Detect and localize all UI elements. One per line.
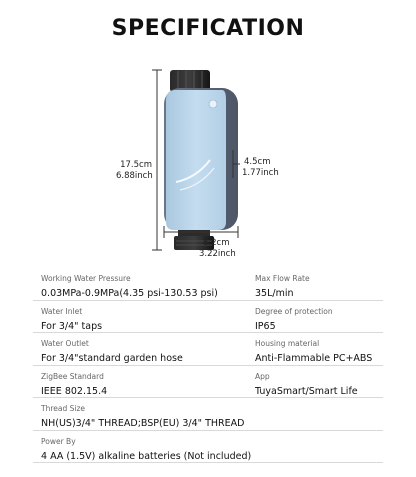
spec-cell	[255, 339, 372, 365]
spec-label: Water Inlet	[41, 306, 83, 316]
spec-cell	[41, 307, 102, 333]
spec-cell	[41, 404, 244, 430]
depth-cm: 4.5cm	[244, 157, 271, 167]
spec-cell	[255, 372, 358, 398]
spec-row	[33, 301, 383, 334]
spec-value: For 3/4"standard garden hose	[41, 353, 183, 364]
spec-row	[33, 366, 383, 399]
spec-cell	[41, 339, 183, 365]
status-led-icon	[209, 100, 217, 108]
spec-label: Degree of protection	[255, 306, 333, 316]
spec-value: TuyaSmart/Smart Life	[255, 385, 358, 397]
spec-label: Housing material	[255, 339, 320, 348]
spec-label: ZigBee Standard	[41, 371, 104, 381]
width-dimension	[199, 238, 236, 260]
height-inch: 6.88inch	[116, 171, 153, 181]
spec-cell	[41, 274, 218, 300]
spec-row	[33, 268, 383, 301]
spec-value: 4 AA (1.5V) alkaline batteries (Not included)	[41, 450, 252, 462]
spec-row	[33, 431, 383, 464]
spec-label: Thread Size	[41, 404, 86, 413]
height-dimension	[116, 160, 152, 182]
spec-label: App	[255, 371, 270, 381]
spec-value: IP65	[255, 320, 276, 332]
spec-table	[33, 268, 383, 463]
spec-label: Power By	[41, 436, 76, 446]
spec-cell	[255, 307, 333, 333]
spec-value: NH(US)3/4" THREAD;BSP(EU) 3/4" THREAD	[41, 418, 245, 429]
spec-value: 0.03MPa-0.9MPa(4.35 psi-130.53 psi)	[41, 288, 218, 299]
page-title: SPECIFICATION	[111, 16, 305, 41]
width-inch: 3.22inch	[199, 249, 236, 259]
spec-cell	[255, 274, 310, 300]
spec-row	[33, 333, 383, 366]
spec-label: Water Outlet	[41, 339, 89, 348]
depth-dimension	[242, 157, 279, 179]
spec-value: For 3/4" taps	[41, 320, 103, 332]
spec-value: 35L/min	[255, 288, 294, 299]
spec-row	[33, 398, 383, 431]
spec-cell	[41, 372, 107, 398]
depth-inch: 1.77inch	[242, 168, 279, 178]
spec-label: Working Water Pressure	[41, 274, 131, 283]
height-cm: 17.5cm	[120, 160, 152, 170]
spec-cell	[41, 437, 251, 463]
spec-value: IEEE 802.15.4	[41, 385, 108, 397]
front-panel	[166, 90, 226, 230]
spec-value: Anti-Flammable PC+ABS	[255, 353, 373, 364]
spec-label: Max Flow Rate	[255, 274, 310, 283]
width-cm: 8.2cm	[203, 238, 230, 248]
